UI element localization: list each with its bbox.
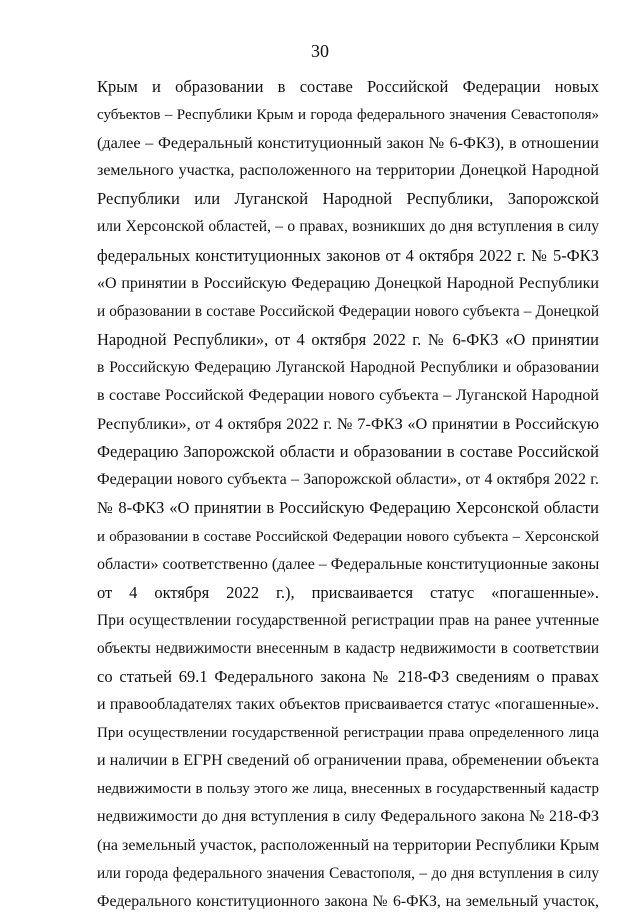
text-line: Народной Республики», от 4 октября 2022 г. № 6-ФКЗ «О принятии [97,329,599,349]
text-line: Федерацию Запорожской области и образовании в составе Российской [97,442,599,462]
text-line: Федерации нового субъекта – Запорожской области», от 4 октября 2022 г. [97,471,599,489]
text-line: недвижимости в пользу этого же лица, внесенных в государственный кадастр [97,781,599,798]
text-line: области» соответственно (далее – Федеральные конституционные законы [97,555,599,573]
text-line: и образовании в составе Российской Федерации нового субъекта – Донецкой [97,302,599,320]
text-line: Крым и образовании в составе Российской Федерации новых [97,77,599,96]
text-line: Федерального конституционного закона № 6-ФКЗ, на земельный участок, [97,892,599,910]
text-line: № 8-ФКЗ «О принятии в Российскую Федерацию Херсонской области [97,498,599,518]
text-line: в Российскую Федерацию Луганской Народной Республики и образовании [97,358,599,376]
text-line: или города федерального значения Севастополя, – до дня вступления в силу [97,864,599,882]
text-line: и образовании в составе Российской Федерации нового субъекта – Херсонской [97,528,599,545]
text-line: (на земельный участок, расположенный на территории Республики Крым [97,836,599,854]
text-line: от 4 октября 2022 г.), присваивается статус «погашенные». [97,582,599,602]
text-line: земельного участка, расположенного на территории Донецкой Народной [97,162,599,180]
text-line: Республики или Луганской Народной Республики, Запорожской [97,189,599,209]
text-line: субъектов – Республики Крым и города федерального значения Севастополя» [97,107,599,124]
text-line: и наличии в ЕГРН сведений об ограничении права, обременении объекта [97,752,599,770]
text-line: в составе Российской Федерации нового субъекта – Луганской Народной [97,387,599,405]
text-line: При осуществлении государственной регистрации прав на ранее учтенные [97,611,599,629]
text-line: Республики», от 4 октября 2022 г. № 7-ФКЗ «О принятии в Российскую [97,415,599,434]
text-line: объекты недвижимости внесенным в кадастр недвижимости в соответствии [97,639,599,657]
text-line: «О принятии в Российскую Федерацию Донецкой Народной Республики [97,274,599,292]
text-line: и правообладателях таких объектов присваивается статус «погашенные». [97,696,599,714]
text-line: федеральных конституционных законов от 4 октября 2022 г. № 5-ФКЗ [97,245,599,265]
page-number: 30 [311,41,329,61]
text-line: (далее – Федеральный конституционный закон № 6-ФКЗ), в отношении [97,134,599,153]
text-line: При осуществлении государственной регистрации права определенного лица [97,725,599,742]
text-line: со статьей 69.1 Федерального закона № 218-ФЗ сведениям о правах [97,666,599,686]
text-line: или Херсонской областей, – о правах, возникших до дня вступления в силу [97,218,599,236]
text-line: недвижимости до дня вступления в силу Федерального закона № 218-ФЗ [97,808,599,826]
body-text [97,73,599,916]
